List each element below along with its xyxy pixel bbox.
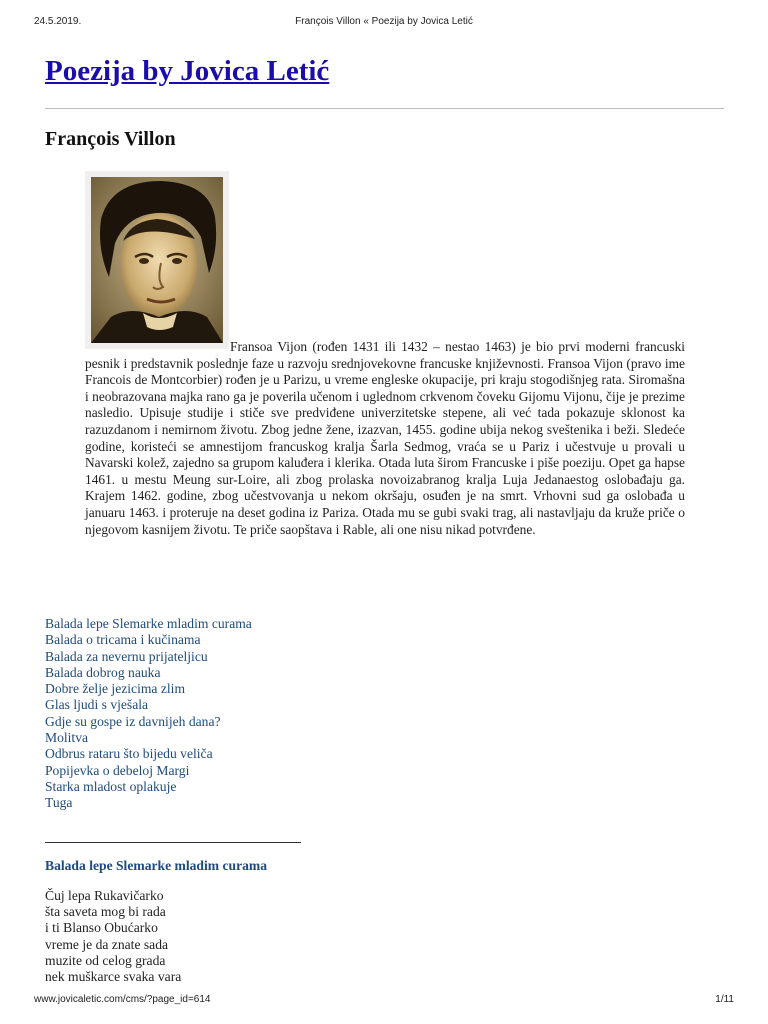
poem-list	[45, 616, 252, 812]
print-url: www.jovicaletic.com/cms/?page_id=614	[34, 994, 211, 1005]
list-item	[45, 616, 252, 632]
poem-link[interactable]: Starka mladost oplakuje	[45, 778, 177, 794]
poem-link[interactable]: Gdje su gospe iz davnijeh dana?	[45, 713, 221, 729]
section-divider	[45, 842, 301, 843]
poem-link[interactable]: Popijevka o debeloj Margi	[45, 762, 190, 778]
header-divider	[45, 108, 724, 109]
list-item	[45, 746, 252, 762]
list-item	[45, 714, 252, 730]
poem-link[interactable]: Odbrus rataru što bijedu veliča	[45, 746, 213, 762]
list-item	[45, 632, 252, 648]
print-header	[34, 16, 734, 30]
list-item	[45, 779, 252, 795]
portrait-image	[91, 177, 223, 343]
list-item	[45, 649, 252, 665]
poem-link[interactable]: Tuga	[45, 795, 73, 811]
post-title: François Villon	[45, 128, 176, 150]
poem-link[interactable]: Dobre želje jezicima zlim	[45, 681, 186, 697]
list-item	[45, 795, 252, 811]
poem-line: vreme je da znate sada	[45, 936, 169, 952]
poem-line: muzite od celog grada	[45, 952, 166, 968]
print-page-title: François Villon « Poezija by Jovica Letić	[295, 16, 473, 27]
poem-heading: Balada lepe Slemarke mladim curama	[45, 858, 268, 873]
poem-link[interactable]: Balada dobrog nauka	[45, 664, 161, 680]
poem-link[interactable]: Balada za nevernu prijateljicu	[45, 648, 208, 664]
list-item	[45, 763, 252, 779]
poem-link[interactable]: Molitva	[45, 730, 89, 746]
list-item	[45, 730, 252, 746]
list-item	[45, 665, 252, 681]
print-page-number: 1/11	[715, 994, 734, 1005]
list-item	[45, 681, 252, 697]
poem-link[interactable]: Balada lepe Slemarke mladim curama	[45, 616, 252, 631]
poem-line: šta saveta mog bi rada	[45, 904, 166, 920]
author-portrait	[85, 171, 229, 349]
poem-text	[45, 888, 181, 985]
poem-link[interactable]: Glas ljudi s vješala	[45, 697, 149, 713]
site-title	[45, 53, 329, 89]
site-title-link[interactable]: Poezija by Jovica Letić	[45, 55, 330, 87]
poem-line: nek muškarce svaka vara	[45, 969, 182, 985]
author-biography: Fransoa Vijon (rođen 1431 ili 1432 – nestao 1463) je bio prvi moderni francuski pesnik i predstavnik poslednje faze u razvoju srednjovekovne francuske književnosti. Fransoa Vijon (pravo ime Francois de Montcorbier) rođen je u Parizu, u vreme engleske okupacije, pri kraju stogodišnjeg rata. Siromašna i neobrazovana majka rano ga je poverila učenom i uglednom crkvenom čoveku Gijomu Vijonu, čije je prezime nasledio. Upisuje studije i stiče sve predviđene univerzitetske stepene, ali već tada pokazuje sklonost ka razuzdanom i nemirnom životu. Zbog jedne žene, izazvan, 1455. godine ubija nekog sveštenika i beži. Sledeće godine, koristeći se amnestijom francuskog kralja Šarla Sedmog, vraća se u Pariz i učestvuje u provali u Navarski kolež, zajedno sa grupom kaluđera i klerika. Otada luta širom Francuske i piše poeziju. Opet ga hapse 1461. u mestu Meung sur-Loire, ali zbog prolaska novoizabranog kralja Luja Jedanaestog oslobađaju ga. Krajem 1462. godine, zbog učestvovanja u nekom okršaju, osuđen je na smrt. Vrhovni sud ga oslobađa u januaru 1463. i proteruje na deset godina iz Pariza. Otada mu se gubi svaki trag, ali nastavljaju da kruže priče o njegovom kasnijem životu. Te priče saopštava i Rable, ali one nisu nikad potvrđene.	[85, 339, 685, 537]
list-item	[45, 697, 252, 713]
poem-line: Čuj lepa Rukavičarko	[45, 888, 164, 903]
print-footer	[34, 994, 734, 1008]
poem-line: i ti Blanso Obućarko	[45, 920, 158, 936]
print-date: 24.5.2019.	[34, 16, 82, 27]
poem-link[interactable]: Balada o tricama i kučinama	[45, 632, 201, 648]
